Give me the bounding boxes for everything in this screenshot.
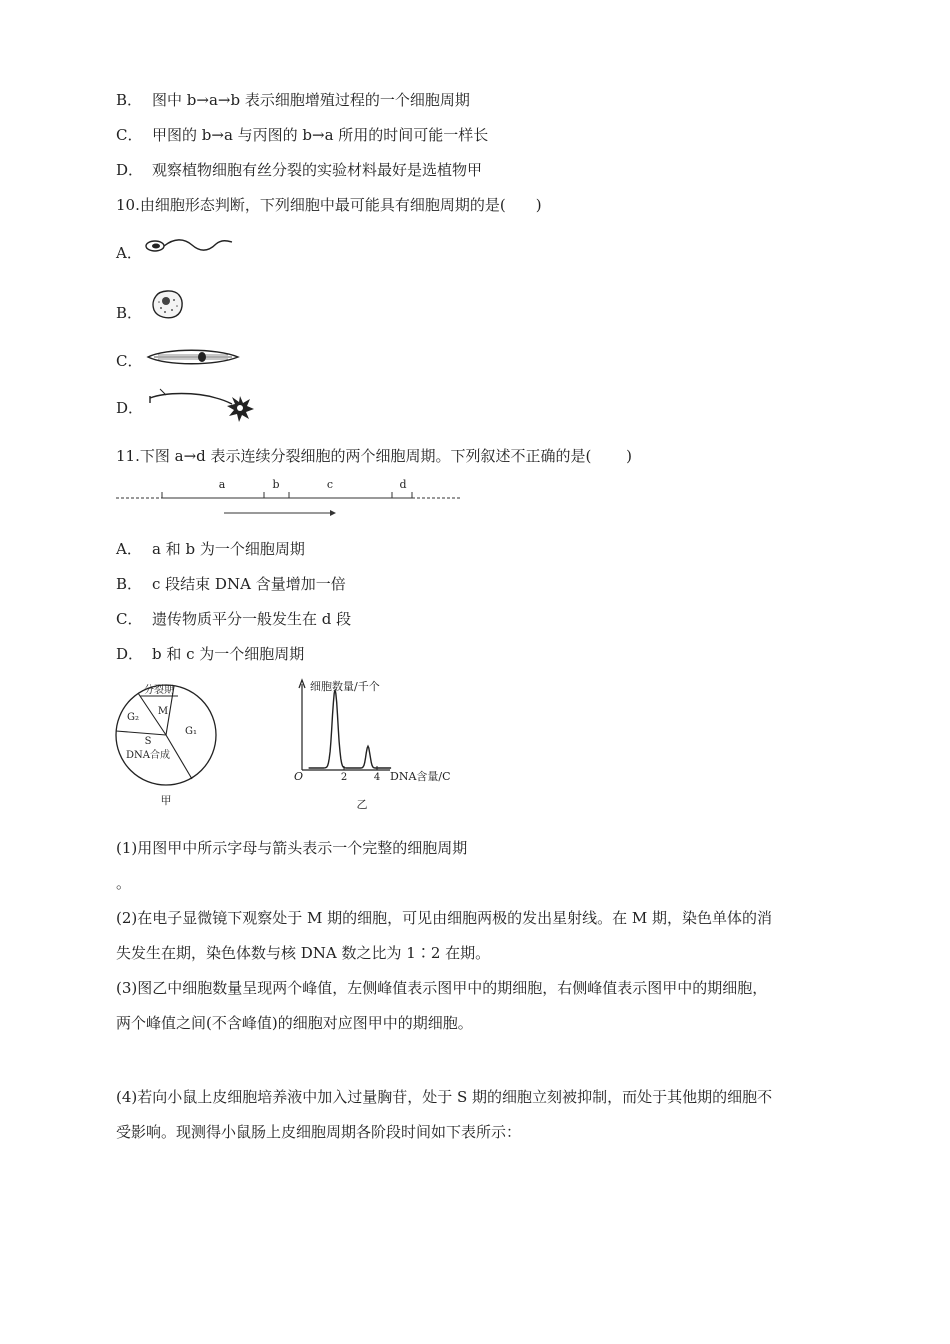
figure-yi-dna-content-chart: [286, 674, 466, 814]
q-part-1: (1)用图甲中所示字母与箭头表示一个完整的细胞周期: [116, 839, 468, 857]
q9-option-d: [116, 160, 482, 180]
segment-label-a: a: [218, 478, 226, 491]
option-text: 观察植物细胞有丝分裂的实验材料最好是选植物甲: [152, 161, 483, 179]
option-key: D．: [116, 161, 144, 179]
cell-cycle-timeline-diagram: [114, 474, 464, 518]
figure-jia-cell-cycle-pie: [112, 680, 224, 810]
option-text: c 段结束 DNA 含量增加一倍: [152, 575, 346, 593]
q-part-4-line2: 受影响。现测得小鼠肠上皮细胞周期各阶段时间如下表所示：: [116, 1123, 522, 1141]
q9-option-b: [116, 90, 470, 110]
label-g1: G₁: [185, 726, 197, 737]
q11-option-c: [116, 609, 351, 629]
q-part-1-end: 。: [116, 874, 132, 892]
label-dna-synthesis: DNA合成: [126, 750, 170, 761]
q-part-2-line2: 失发生在期，染色体数与核 DNA 数之比为 1∶2 在期。: [116, 944, 491, 962]
q11-option-b: [116, 574, 346, 594]
q10-option-d-key: D．: [116, 399, 144, 417]
x-axis-label: DNA含量/C: [390, 770, 451, 783]
option-text: 甲图的 b→a 与丙图的 b→a 所用的时间可能一样长: [152, 126, 489, 144]
q10-option-c-key: C．: [116, 352, 143, 370]
arrow-right-icon: [330, 510, 336, 516]
option-key: B．: [116, 575, 143, 593]
q10-stem: 10.由细胞形态判断，下列细胞中最可能具有细胞周期的是( ): [116, 196, 542, 214]
option-text: a 和 b 为一个细胞周期: [152, 540, 305, 558]
dna-content-curve: [309, 690, 392, 768]
option-key: B．: [116, 91, 143, 109]
label-fenlieqi: 分裂期: [144, 685, 174, 696]
segment-label-c: c: [326, 478, 334, 491]
option-text: 遗传物质平分一般发生在 d 段: [152, 610, 352, 628]
tick-2: 2: [340, 772, 348, 783]
round-cell-icon: [150, 288, 186, 320]
q-part-2-line1: (2)在电子显微镜下观察处于 M 期的细胞，可见由细胞两极的发出星射线。在 M 期，染色单体的消: [116, 909, 773, 927]
option-key: A．: [116, 540, 142, 558]
option-text: 图中 b→a→b 表示细胞增殖过程的一个细胞周期: [152, 91, 470, 109]
q-part-4-line1: (4)若向小鼠上皮细胞培养液中加入过量胸苷，处于 S 期的细胞立刻被抑制，而处于其他期的细胞不: [116, 1088, 773, 1106]
q-part-3-line2: 两个峰值之间(不含峰值)的细胞对应图甲中的期细胞。: [116, 1014, 473, 1032]
q11-stem: 11.下图 a→d 表示连续分裂细胞的两个细胞周期。下列叙述不正确的是( ): [116, 447, 632, 465]
tick-4: 4: [373, 772, 381, 783]
q-part-3-line1: (3)图乙中细胞数量呈现两个峰值，左侧峰值表示图甲中的期细胞，右侧峰值表示图甲中的期细胞，: [116, 979, 768, 997]
option-key: C．: [116, 126, 143, 144]
neuron-cell-icon: [146, 386, 258, 426]
option-key: D．: [116, 645, 144, 663]
q10-option-b-key: B．: [116, 304, 143, 322]
spindle-cell-icon: [146, 346, 240, 368]
label-m: M: [157, 706, 169, 717]
figure-yi-caption: 乙: [356, 798, 368, 811]
segment-label-b: b: [272, 478, 280, 491]
q9-option-c: [116, 125, 488, 145]
label-g2: G₂: [127, 712, 139, 723]
option-text: b 和 c 为一个细胞周期: [152, 645, 305, 663]
y-axis-label: 细胞数量/千个: [310, 680, 380, 693]
origin-label: O: [294, 770, 304, 783]
label-s: S: [144, 736, 152, 747]
q11-option-d: [116, 644, 304, 664]
option-key: C．: [116, 610, 143, 628]
q11-option-a: [116, 539, 305, 559]
figure-jia-caption: 甲: [160, 794, 172, 807]
sperm-cell-icon: [142, 232, 237, 258]
segment-label-d: d: [399, 478, 407, 491]
q10-option-a-key: A．: [116, 244, 142, 262]
